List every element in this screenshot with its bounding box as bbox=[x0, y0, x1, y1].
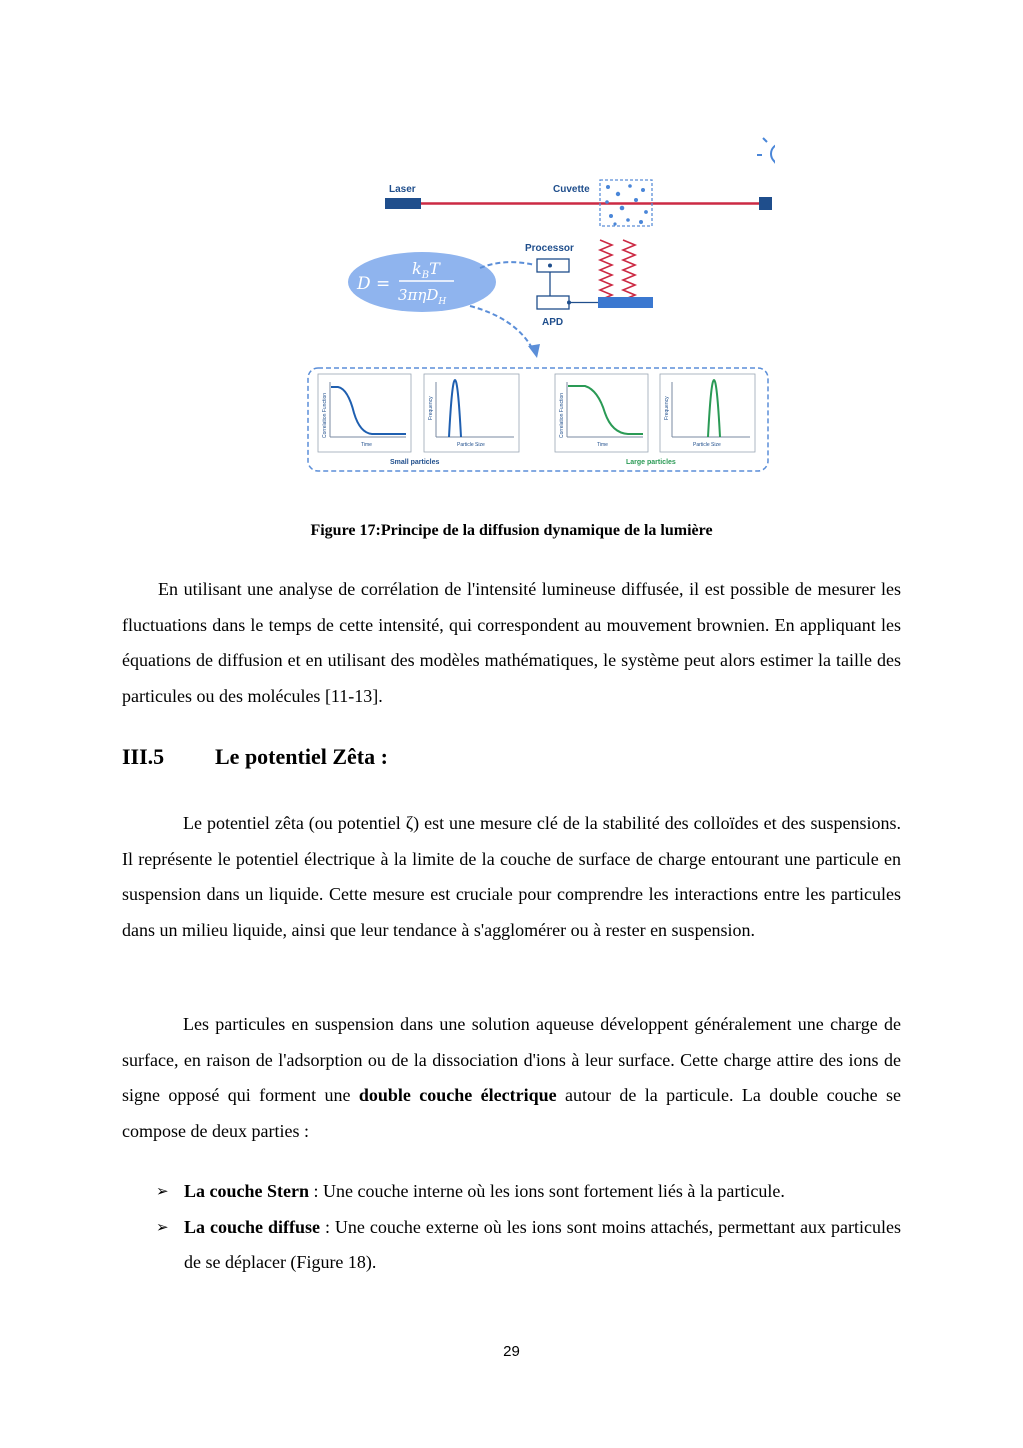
svg-text:Time: Time bbox=[597, 442, 608, 448]
arrow-bullet-icon: ➢ bbox=[156, 1217, 169, 1236]
large-particles-label: Large particles bbox=[626, 459, 676, 466]
figure-caption: Figure 17:Principe de la diffusion dynamique de la lumière bbox=[310, 522, 713, 539]
cuvette-label: Cuvette bbox=[553, 184, 590, 195]
svg-text:Correlation Function: Correlation Function bbox=[322, 392, 328, 438]
paragraph-1: En utilisant une analyse de corrélation de l'intensité lumineuse diffusée, il est possible de mesurer les fluctuations dans le temps de cette intensité, qui correspondent au mouvement brownien. En appliquant les équations de diffusion et en utilisant des modèles mathématiques, le système peut alors estimer la taille des particules ou des molécules [11-13]. bbox=[122, 579, 901, 706]
page-number: 29 bbox=[503, 1343, 520, 1360]
arrow-head bbox=[528, 344, 540, 358]
large-correlation-chart bbox=[555, 374, 648, 452]
small-correlation-chart bbox=[318, 374, 411, 452]
svg-text:D =: D = bbox=[357, 274, 391, 294]
svg-text:Correlation Function: Correlation Function bbox=[559, 392, 565, 438]
apd-label: APD bbox=[542, 317, 564, 328]
list-item: ➢ La couche diffuse : Une couche externe où les ions sont moins attachés, permettant aux particules de se déplacer (Figure 18). bbox=[156, 1210, 901, 1281]
section-heading bbox=[122, 744, 388, 770]
scattered-light-waves bbox=[600, 240, 635, 300]
small-frequency-chart bbox=[424, 374, 519, 452]
svg-text:Frequency: Frequency bbox=[428, 396, 434, 420]
small-particles-label: Small particles bbox=[390, 459, 440, 466]
svg-text:Particle Size: Particle Size bbox=[457, 442, 485, 448]
list-item: ➢ La couche Stern : Une couche interne où les ions sont fortement liés à la particule. bbox=[156, 1174, 901, 1210]
section-title: Le potentiel Zêta : bbox=[215, 744, 388, 769]
svg-text:Frequency: Frequency bbox=[664, 396, 670, 420]
paragraph-3: Les particules en suspension dans une solution aqueuse développent généralement une charge de surface, en raison de l'adsorption ou de la dissociation d'ions à leur surface. Cette charge attire des ions de signe opposé qui forment une double couche électrique autour de la particule. La double couche se compose de deux parties : bbox=[122, 1014, 901, 1141]
paragraph-2: Le potentiel zêta (ou potentiel ζ) est une mesure clé de la stabilité des colloïdes et des suspensions. Il représente le potentiel électrique à la limite de la couche de surface de charge entourant une particule en suspension dans un liquide. Cette mesure est cruciale pour comprendre les interactions entre les particules dans un milieu liquide, ainsi que leur tendance à s'agglomérer ou à rester en suspension. bbox=[122, 813, 901, 940]
large-frequency-chart bbox=[660, 374, 755, 452]
bold-term: double couche électrique bbox=[358, 1085, 557, 1105]
light-bulb-icon bbox=[757, 131, 775, 176]
svg-text:Particle Size: Particle Size bbox=[693, 442, 721, 448]
arrow-bullet-icon: ➢ bbox=[156, 1182, 169, 1200]
detector-block bbox=[759, 197, 772, 210]
apd-detector bbox=[598, 297, 653, 308]
particles bbox=[605, 184, 648, 225]
bullet-list bbox=[156, 1174, 901, 1281]
processor-label: Processor bbox=[525, 243, 574, 254]
laser-label: Laser bbox=[389, 184, 416, 195]
section-number: III.5 bbox=[122, 744, 165, 769]
dls-diagram bbox=[300, 128, 775, 478]
laser-source bbox=[385, 198, 421, 209]
svg-text:3πηDH: 3πηD$_H$ bbox=[398, 286, 447, 307]
svg-text:kBT: $k_BT$ bbox=[412, 259, 440, 281]
svg-text:Time: Time bbox=[361, 442, 372, 448]
dls-figure bbox=[300, 128, 775, 478]
